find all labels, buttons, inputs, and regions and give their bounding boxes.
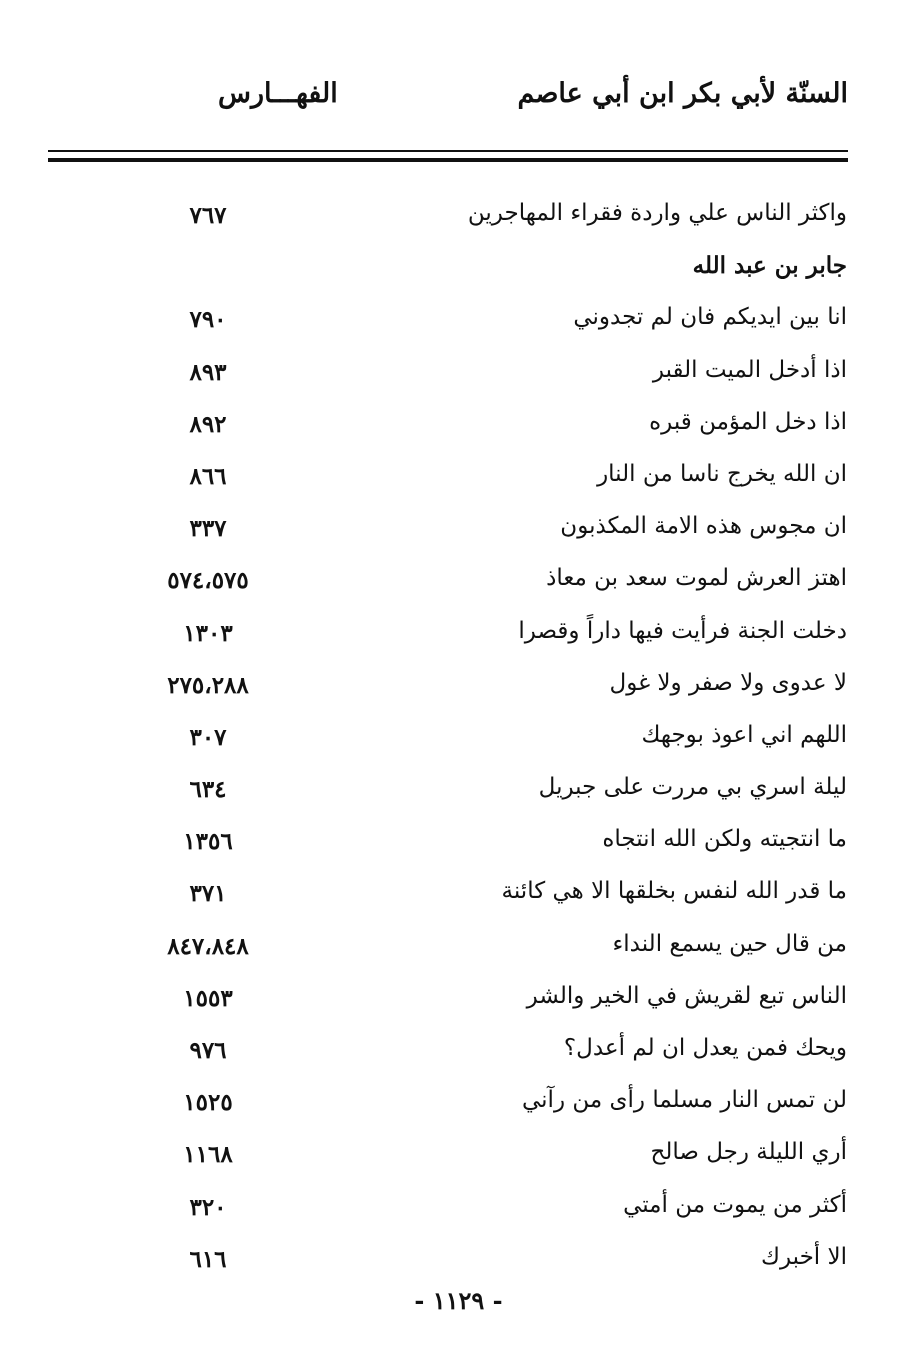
- entry-text: ان الله يخرج ناسا من النار: [597, 460, 847, 487]
- narrator-heading: [0, 248, 917, 300]
- index-entry: [0, 1240, 917, 1292]
- header-rule-thick: [48, 158, 848, 162]
- entry-page-ref: ٨٤٧،٨٤٨: [167, 932, 249, 960]
- index-entry: [0, 457, 917, 509]
- entry-page-ref: ٨٩٢: [189, 410, 227, 438]
- entry-text: انا بين ايديكم فان لم تجدوني: [573, 304, 847, 331]
- entry-page-ref: ٣٧١: [189, 880, 227, 908]
- entry-text: ان مجوس هذه الامة المكذبون: [560, 513, 847, 540]
- entry-page-ref: ٣٢٠: [189, 1193, 227, 1221]
- entry-text: واكثر الناس علي واردة فقراء المهاجرين: [467, 200, 847, 226]
- entry-page-ref: ٧٩٠: [189, 306, 227, 334]
- entry-text: ويحك فمن يعدل ان لم أعدل؟: [563, 1035, 847, 1061]
- entry-text: اذا دخل المؤمن قبره: [649, 408, 847, 435]
- entry-text: لا عدوى ولا صفر ولا غول: [609, 669, 847, 696]
- entry-page-ref: ٦٣٤: [189, 776, 227, 804]
- header-rule-thin: [48, 150, 848, 152]
- entry-text: من قال حين يسمع النداء: [612, 930, 847, 957]
- index-entry: [0, 979, 917, 1031]
- entry-text: أكثر من يموت من أمتي: [623, 1191, 847, 1218]
- entry-text: ليلة اسري بي مررت على جبريل: [538, 774, 847, 801]
- page-number: - ١١٢٩ -: [414, 1286, 503, 1315]
- index-entry: [0, 196, 917, 248]
- narrator-name: جابر بن عبد الله: [692, 252, 847, 280]
- section-title: الفهـــارس: [218, 78, 338, 109]
- index-entry: [0, 300, 917, 352]
- entry-page-ref: ٧٦٧: [189, 202, 227, 229]
- entry-text: الا أخبرك: [760, 1243, 847, 1270]
- entry-page-ref: ١٣٥٦: [183, 828, 233, 856]
- index-entry: [0, 1188, 917, 1240]
- entry-text: ما انتجيته ولكن الله انتجاه: [602, 826, 847, 853]
- entry-page-ref: ٢٧٥،٢٨٨: [167, 671, 249, 699]
- index-entry: [0, 1135, 917, 1187]
- entry-text: اهتز العرش لموت سعد بن معاذ: [546, 565, 847, 592]
- index-entry: [0, 1031, 917, 1083]
- index-entry: [0, 561, 917, 613]
- running-header: [48, 78, 848, 124]
- entry-page-ref: ٨٦٦: [189, 462, 227, 490]
- entry-text: اللهم اني اعوذ بوجهك: [641, 721, 847, 748]
- entry-page-ref: ١٥٥٣: [183, 984, 233, 1012]
- entry-page-ref: ٨٩٣: [189, 358, 227, 386]
- entry-text: ما قدر الله لنفس بخلقها الا هي كائنة: [501, 878, 847, 905]
- index-entry: [0, 353, 917, 405]
- entry-text: الناس تبع لقريش في الخير والشر: [526, 982, 847, 1009]
- index-entry: [0, 874, 917, 926]
- index-entry: [0, 614, 917, 666]
- entry-page-ref: ١٥٢٥: [183, 1089, 233, 1117]
- index-entry: [0, 770, 917, 822]
- entry-page-ref: ١١٦٨: [183, 1141, 233, 1169]
- entry-page-ref: ١٣٠٣: [183, 619, 233, 647]
- entry-text: أري الليلة رجل صالح: [650, 1139, 847, 1166]
- entry-page-ref: ٥٧٤،٥٧٥: [167, 567, 249, 595]
- index-entry: [0, 1083, 917, 1135]
- entry-page-ref: ٣٣٧: [189, 515, 227, 543]
- index-entry: [0, 927, 917, 979]
- entry-text: لن تمس النار مسلما رأى من رآني: [521, 1087, 847, 1114]
- book-title: السنّة لأبي بكر ابن أبي عاصم: [517, 78, 848, 109]
- index-entry: [0, 666, 917, 718]
- entry-text: دخلت الجنة فرأيت فيها داراً وقصرا: [518, 617, 847, 644]
- entry-page-ref: ٣٠٧: [189, 723, 227, 751]
- index-list: [0, 196, 917, 1292]
- entry-page-ref: ٦١٦: [189, 1245, 227, 1273]
- index-entry: [0, 718, 917, 770]
- index-entry: [0, 822, 917, 874]
- index-entry: [0, 509, 917, 561]
- index-entry: [0, 405, 917, 457]
- entry-page-ref: ٩٧٦: [189, 1037, 227, 1064]
- entry-text: اذا أدخل الميت القبر: [652, 356, 847, 383]
